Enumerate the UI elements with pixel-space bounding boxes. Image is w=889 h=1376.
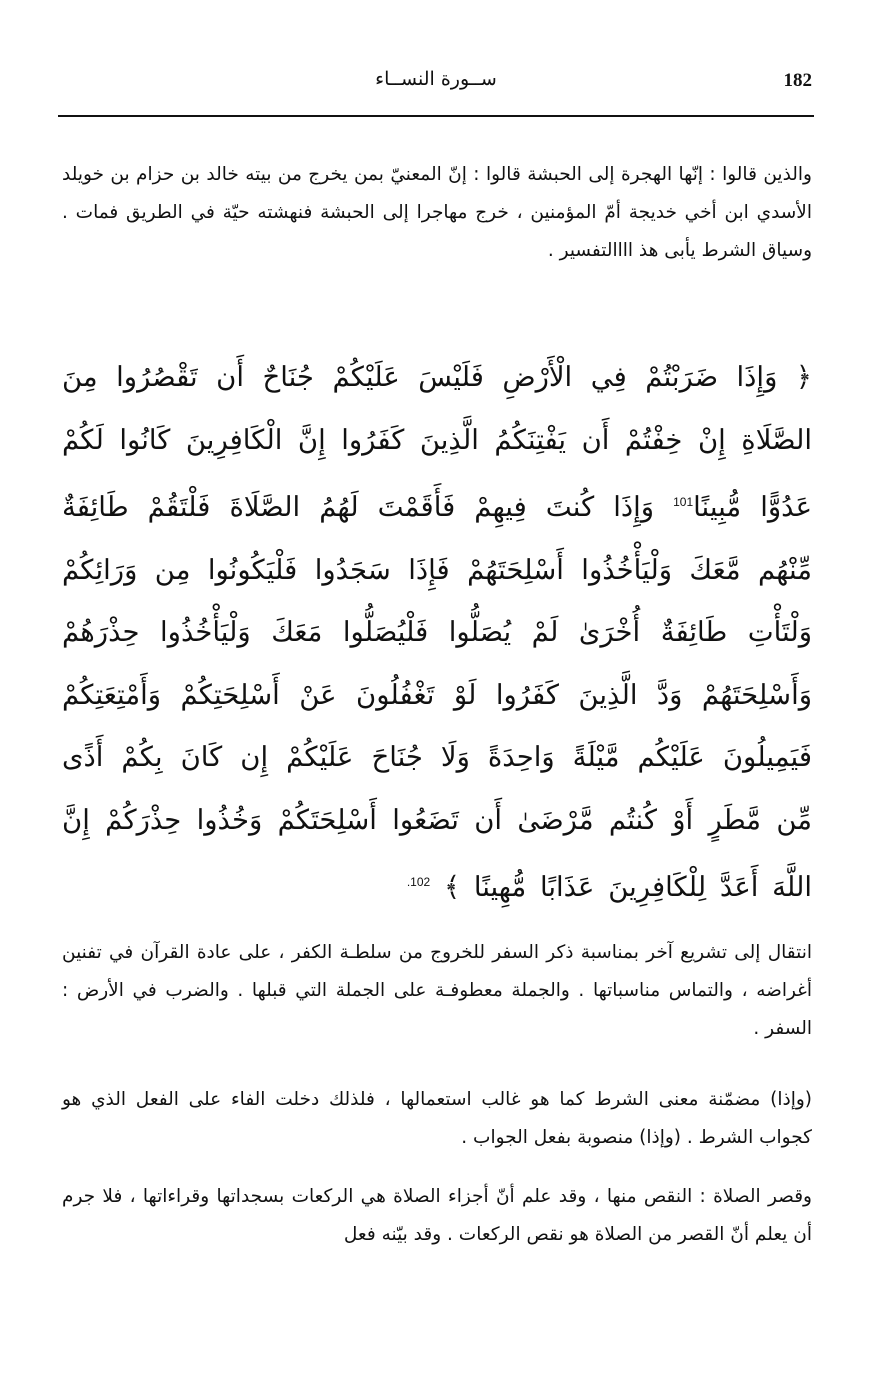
verse-101-text: وَإِذَا ضَرَبْتُمْ فِي الْأَرْضِ فَلَيْسَ عَلَيْكُمْ جُنَاحٌ أَن تَقْصُرُوا مِنَ الصَّلَاةِ إِنْ خِفْتُمْ أَن يَفْتِنَكُمُ الَّذِينَ كَفَرُوا إِنَّ الْكَافِرِينَ كَانُوا لَكُمْ عَدُوًّا مُّبِينًا bbox=[62, 361, 812, 524]
surah-title: ســورة النســاء bbox=[375, 68, 497, 90]
verse-ornament-open: ﴿ bbox=[795, 361, 812, 393]
verse-102-text: وَإِذَا كُنتَ فِيهِمْ فَأَقَمْتَ لَهُمُ الصَّلَاةَ فَلْتَقُمْ طَائِفَةٌ مِّنْهُم مَّعَكَ وَلْيَأْخُذُوا أَسْلِحَتَهُمْ فَإِذَا سَجَدُوا فَلْيَكُونُوا مِن وَرَائِكُمْ وَلْتَأْتِ طَائِفَةٌ أُخْرَىٰ لَمْ يُصَلُّوا فَلْيُصَلُّوا مَعَكَ وَلْيَأْخُذُوا حِذْرَهُمْ وَأَسْلِحَتَهُمْ وَدَّ الَّذِينَ كَفَرُوا لَوْ تَغْفُلُونَ عَنْ أَسْلِحَتِكُمْ وَأَمْتِعَتِكُمْ فَيَمِيلُونَ عَلَيْكُم مَّيْلَةً وَاحِدَةً وَلَا جُنَاحَ عَلَيْكُمْ إِن كَانَ بِكُمْ أَذًى مِّن مَّطَرٍ أَوْ كُنتُم مَّرْضَىٰ أَن تَضَعُوا أَسْلِحَتَكُمْ وَخُذُوا حِذْرَكُمْ إِنَّ اللَّهَ أَعَدَّ لِلْكَافِرِينَ عَذَابًا مُّهِينًا bbox=[62, 491, 812, 904]
verse-ornament-close: ﴾ bbox=[443, 871, 461, 904]
verse-102-number: 102. bbox=[406, 875, 431, 890]
quran-verses-block bbox=[62, 346, 812, 919]
header-rule bbox=[58, 115, 814, 117]
commentary-paragraph-2: (وإذا) مضمّنة معنى الشرط كما هو غالب استعمالها ، فلذلك دخلت الفاء على الفعل الذي هو كجواب الشرط . (وإذا) منصوبة بفعل الجواب . bbox=[62, 1089, 812, 1148]
verse-101-number: 101 bbox=[673, 495, 694, 509]
intro-paragraph: والذين قالوا : إنّها الهجرة إلى الحبشة قالوا : إنّ المعنيّ بمن يخرج من بيته خالد بن حزام بن خويلد الأسدي ابن أخي خديجة أمّ المؤمنين ، خرج مهاجرا إلى الحبشة فنهشته حيّة في الطريق فمات . وسياق الشرط يأبى هذ اااالتفسير . bbox=[62, 164, 812, 261]
page-header bbox=[60, 66, 812, 102]
commentary-paragraph-1: انتقال إلى تشريع آخر بمناسبة ذكر السفر للخروج من سلطـة الكفر ، على عادة القرآن في تفنين أغراضه ، والتماس مناسباتها . والجملة معطوفـة على الجملة التي قبلها . والضرب في الأرض : السفر . bbox=[62, 942, 812, 1039]
commentary-paragraph-3: وقصر الصلاة : النقص منها ، وقد علم أنّ أجزاء الصلاة هي الركعات بسجداتها وقراءاتها ، فلا جرم أن يعلم أنّ القصر من الصلاة هو نقص الركعات . وقد بيّنه فعل bbox=[62, 1186, 812, 1245]
page-number: 182 bbox=[783, 70, 812, 91]
